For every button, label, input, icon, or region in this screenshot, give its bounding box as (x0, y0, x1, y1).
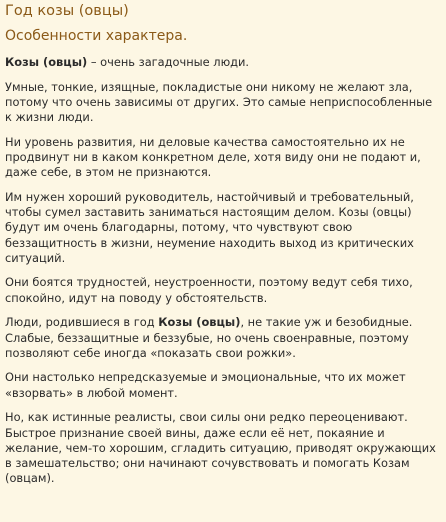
paragraph-2: Умные, тонкие, изящные, покладистые они никому не желают зла, потому что очень зависимы от других. Это самые неприспособленные к жизни люди. (5, 79, 433, 125)
paragraph-3: Ни уровень развития, ни деловые качества самостоятельно их не продвинут ни в каком конкретном деле, хотя виду они не подают и, даже себе, в этом не признаются. (5, 134, 421, 180)
paragraph-1 (5, 55, 440, 70)
paragraph-6 (5, 315, 440, 361)
paragraph-6-text-before: Люди, родившиеся в год (5, 315, 159, 330)
paragraph-4: Им нужен хороший руководитель, настойчивый и требовательный, чтобы сумел заставить заниматься настоящим делом. Козы (овцы) будут им очень благодарны, потому, что чувствуют свою беззащитность в жизни, неумение находить выход из критических ситуаций. (5, 189, 414, 265)
paragraph-8: Но, как истинные реалисты, свои силы они редко переоценивают. Быстрое признание своей вины, даже если её нет, покаяние и желание, чем-то хорошим, сгладить ситуацию, приводят окружающих в замешательство; они начинают сочувствовать и помогать Козам (овцам). (5, 410, 436, 486)
paragraph-7: Они настолько непредсказуемые и эмоциональные, что их может «взорвать» в любой момент. (5, 370, 406, 400)
paragraph-1-text: – очень загадочные люди. (87, 55, 250, 69)
paragraph-6-bold: Козы (овцы) (158, 315, 241, 330)
page-title: Год козы (овцы) (5, 3, 129, 19)
paragraph-5: Они боятся трудностей, неустроенности, поэтому ведут себя тихо, спокойно, идут на поводу у обстоятельств. (5, 275, 413, 305)
paragraph-6-text-after: , не такие уж и безобидные. Слабые, беззащитные и беззубые, но очень своенравные, поэтому позволяют себе иногда «показать свои рожки». (5, 315, 413, 360)
paragraph-1-bold: Козы (овцы) (5, 55, 88, 69)
section-subtitle: Особенности характера. (5, 28, 188, 44)
